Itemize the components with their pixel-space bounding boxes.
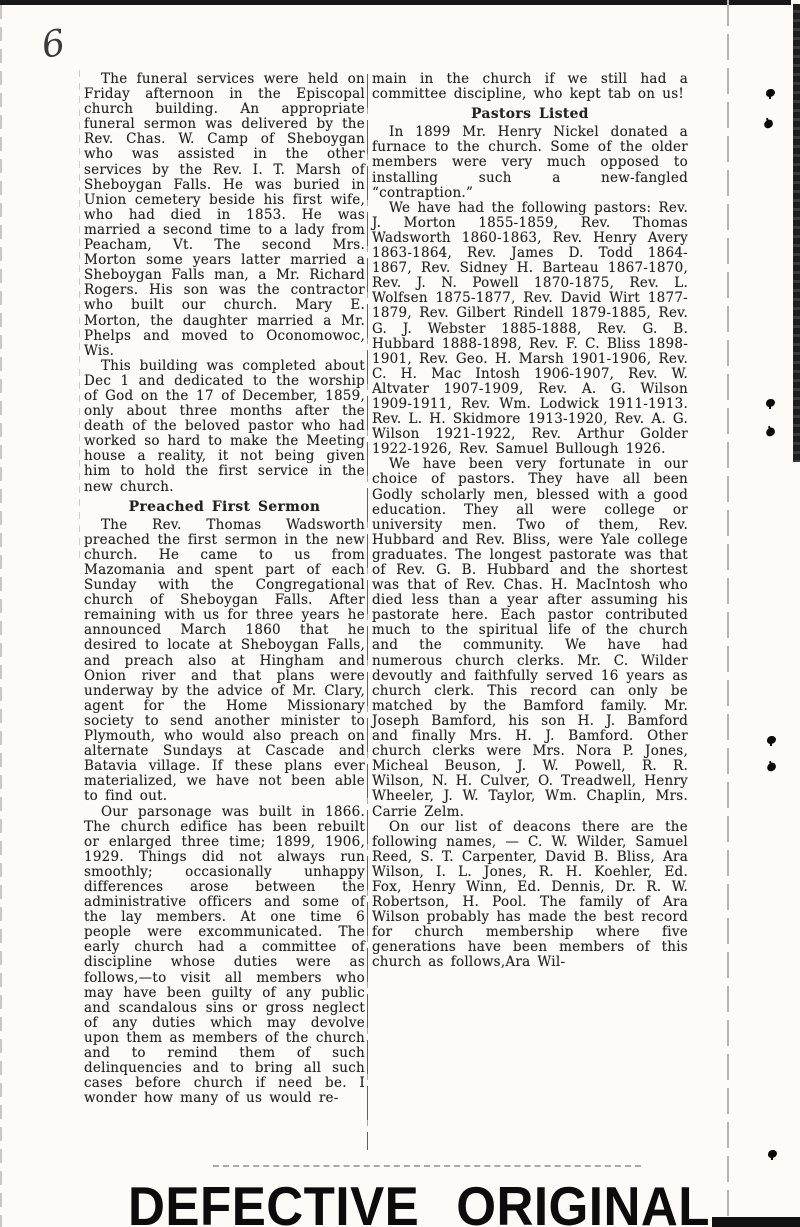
paragraph-nickel-furnace: In 1899 Mr. Henry Nickel donated a furnace to the church. Some of the older members were very much opposed to installing such a new-fangled “contraption.” (372, 124, 688, 201)
ink-blot (763, 119, 774, 130)
handwritten-page-number: 6 (38, 22, 69, 67)
clipping-left-edge (79, 70, 80, 560)
column-divider-rule (367, 74, 368, 1150)
paragraph-continuation: main in the church if we still had a committee discipline, who kept tab on us! (372, 71, 688, 103)
scan-bottom-right-bar (712, 1217, 800, 1227)
scan-top-edge (0, 0, 791, 5)
ink-blot (766, 399, 775, 407)
ink-blot (766, 762, 777, 773)
clipping-right-edge (727, 0, 729, 1227)
scan-left-edge (0, 5, 2, 1227)
ink-blot (765, 427, 776, 438)
stamp-dashed-rule (213, 1165, 641, 1167)
paragraph-deacons-list: On our list of deacons there are the following names, — C. W. Wilder, Samuel Reed, S. T. Carpenter, David B. Bliss, Ara Wilson, I. L. Jones, R. H. Koehler, Ed. Fox, Henry Winn, Ed. Dennis, Dr. R. W. Robertson, H. Pool. The family of Ara Wilson probably has made the best record for church membership where five generations have been members of this church as follows,Ara Wil- (372, 818, 688, 971)
heading-preached-first-sermon: Preached First Sermon (128, 498, 321, 515)
article-column-right (372, 72, 688, 971)
paragraph-funeral-services: The funeral services were held on Friday afternoon in the Episcopal church building. An appropriate funeral sermon was delivered by the Rev. Chas. W. Camp of Sheboygan who was assisted in the other services by the Rev. I. T. Marsh of Sheboygan Falls. He was buried in Union cemetery beside his first wife, who had died in 1853. He was married a second time to a lady from Peacham, Vt. The second Mrs. Morton some years latter married a Sheboygan Falls man, a Mr. Richard Rogers. His son was the contractor who built our church. Mary E. Morton, the daughter married a Mr. Phelps and moved to Oconomowoc, Wis. (84, 71, 365, 359)
article-column-left (84, 72, 365, 1106)
ink-blot (767, 736, 776, 744)
defective-original-stamp: DEFECTIVE ORIGINAL (128, 1175, 711, 1227)
paragraph-wadsworth: The Rev. Thomas Wadsworth preached the first sermon in the new church. He came to us from Mazomania and spent part of each Sunday with the Congregational church of Sheboygan Falls. After remaining with us for three years he announced March 1860 that he desired to locate at Sheboygan Falls, and preach also at Hingham and Onion river and that plans were underway by the advice of Mr. Clary, agent for the Home Missionary society to send another minister to Plymouth, who would also preach on alternate Sundays at Cascade and Batavia village. If these plans ever materialized, we have not been able to find out. (84, 516, 365, 805)
heading-pastors-listed: Pastors Listed (471, 106, 589, 123)
paragraph-building-completed: This building was completed about Dec 1 and dedicated to the worship of God on the 17 of December, 1859, only about three months after the death of the beloved pastor who had worked so hard to make the Meeting house a reality, it not being given him to hold the first service in the new church. (84, 357, 365, 495)
paragraph-fortunate-pastors: We have been very fortunate in our choice of pastors. They have all been Godly scholarly men, blessed with a good education. They all were college or university men. Two of them, Rev. Hubbard and Rev. Bliss, were Yale college graduates. The longest pastorate was that of Rev. G. B. Hubbard and the shortest was that of Rev. Chas. H. MacIntosh who died less than a year after assuming his pastorate here. Each pastor contributed much to the spiritual life of the church and the community. We have had numerous church clerks. Mr. C. Wilder devoutly and faithfully served 16 years as church clerk. This record can only be matched by the Bamford family. Mr. Joseph Bamford, his son H. J. Bamford and finally Mrs. H. J. Bamford. Other church clerks were Mrs. Nora P. Jones, Micheal Beuson, J. W. Powell, R. R. Wilson, N. H. Culver, O. Treadwell, Henry Wheeler, J. W. Taylor, Wm. Chaplin, Mrs. Carrie Zelm. (372, 456, 688, 820)
ink-blot (766, 89, 775, 97)
paragraph-pastor-list: We have had the following pastors: Rev. J. Morton 1855-1859, Rev. Thomas Wadsworth 1860-1863, Rev. Henry Avery 1863-1864, Rev. James D. Todd 1864-1867, Rev. Sidney H. Barteau 1867-1870, Rev. J. N. Powell 1870-1875, Rev. L. Wolfsen 1875-1877, Rev. David Wirt 1877-1879, Rev. Gilbert Rindell 1879-1885, Rev. G. J. Webster 1885-1888, Rev. G. B. Hubbard 1888-1898, Rev. F. C. Bliss 1898-1901, Rev. Geo. H. Marsh 1901-1906, Rev. C. H. Mac Intosh 1906-1907, Rev. W. Altvater 1907-1909, Rev. A. G. Wilson 1909-1911, Rev. Wm. Lodwick 1911-1913. Rev. L. H. Skidmore 1913-1920, Rev. A. G. Wilson 1921-1922, Rev. Arthur Golder 1922-1926, Rev. Samuel Bullough 1926. (372, 199, 689, 458)
scan-right-dark-strip (793, 4, 800, 462)
ink-blot (768, 1150, 777, 1158)
paragraph-parsonage-discipline: Our parsonage was built in 1866. The church edifice has been rebuilt or enlarged three time; 1899, 1906, 1929. Things did not always run smoothly; occasionally unhappy differences arose between the administrative officers and some of the lay members. At one time 6 people were excommunicated. The early church had a committee of discipline whose duties were as follows,—to visit all members who may have been guilty of any public and scandalous sins or gross neglect of any duties which may devolve upon them as members of the church and to remind them of such delinquencies and to bring all such cases before church if need be. I wonder how many of us would re- (84, 803, 365, 1107)
